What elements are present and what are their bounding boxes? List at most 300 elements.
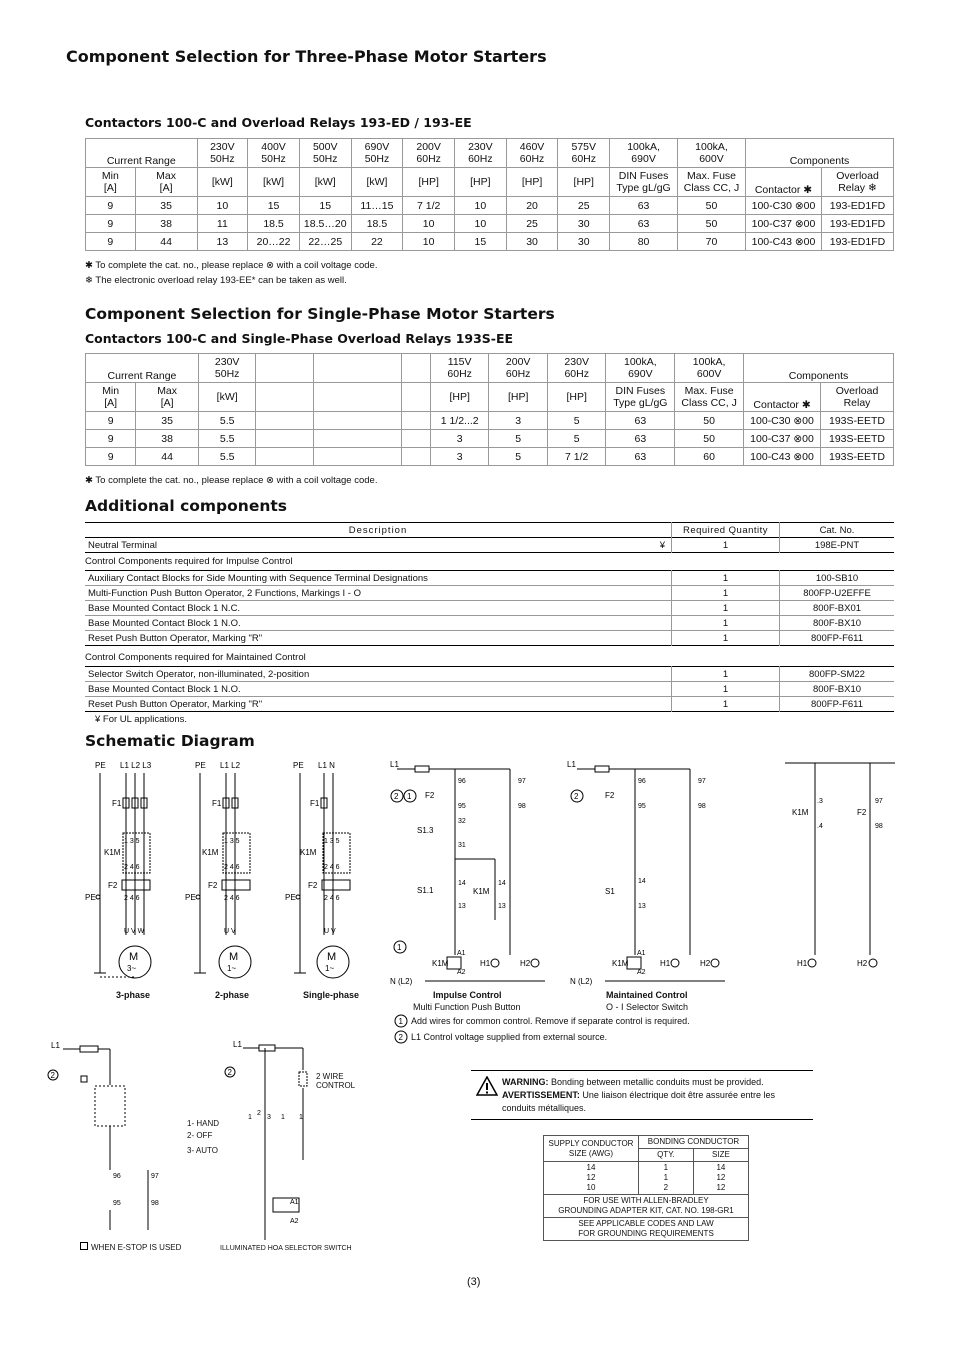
table-cell: 5 (547, 430, 606, 448)
hdr-current-range: Current Range (86, 139, 198, 168)
table-cell: 11 (197, 215, 248, 233)
svg-text:K1M: K1M (473, 887, 490, 896)
svg-text:PE: PE (293, 761, 304, 770)
hdr-cell: DIN Fuses Type gL/gG (610, 168, 678, 197)
svg-text:32: 32 (458, 818, 466, 825)
table-cell: 193S-EETD (821, 430, 894, 448)
table-cell: 50 (675, 412, 744, 430)
single-phase-circuit (285, 761, 350, 978)
col-description: Description (85, 523, 672, 538)
hdr-cell: [kW] (351, 168, 403, 197)
table-cell: 10 (455, 215, 507, 233)
component-desc: Multi-Function Push Button Operator, 2 Functions, Markings I - O (85, 586, 672, 601)
table-cell: 15 (455, 233, 507, 251)
table-cell: 5.5 (198, 430, 255, 448)
additional-title: Additional components (85, 497, 288, 515)
hdr-cell: DIN Fuses Type gL/gG (606, 383, 675, 412)
single-phase-title: Component Selection for Single-Phase Motor Starters (85, 305, 555, 323)
table-cell: 35 (135, 197, 197, 215)
table-cell: 7 1/2 (403, 197, 455, 215)
table-cell: 100-C37 ⊗00 (744, 430, 821, 448)
single-phase-subtitle: Contactors 100-C and Single-Phase Overload Relays 193S-EE (85, 331, 514, 346)
table-row (86, 197, 894, 215)
svg-text:1: 1 (281, 1114, 285, 1121)
table-cell: 10 (403, 215, 455, 233)
component-qty: 1 (672, 682, 780, 697)
table-cell: 18.5 (248, 215, 300, 233)
hdr-cell (402, 383, 431, 412)
table-cell: 70 (678, 233, 746, 251)
component-qty: 1 (672, 631, 780, 646)
table-cell: 3 (430, 430, 489, 448)
hdr-cell: [HP] (489, 383, 548, 412)
three-phase-circuit (85, 761, 152, 978)
svg-text:K1M: K1M (612, 959, 629, 968)
three-phase-subtitle: Contactors 100-C and Overload Relays 193-ED / 193-EE (85, 115, 472, 130)
hdr-cell: 200V 60Hz (489, 354, 548, 383)
neutral-desc (85, 538, 672, 553)
svg-text:A1: A1 (637, 950, 646, 957)
svg-text:97: 97 (875, 798, 883, 805)
hdr-cell: [HP] (403, 168, 455, 197)
component-desc: Base Mounted Contact Block 1 N.O. (85, 616, 672, 631)
three-phase-note-2: ❄ The electronic overload relay 193-EE* can be taken as well. (85, 275, 347, 286)
svg-text:96: 96 (113, 1173, 121, 1180)
hdr-cell: [HP] (506, 168, 558, 197)
power-circuits-diagram (80, 755, 380, 1005)
table-cell (402, 412, 431, 430)
table-cell: 15 (248, 197, 300, 215)
hdr-cell: Min [A] (86, 383, 136, 412)
svg-text:U V W: U V W (124, 928, 145, 935)
neutral-label: Neutral Terminal (88, 539, 157, 551)
svg-text:L1 L2 L3: L1 L2 L3 (120, 761, 152, 770)
table-cell: 20 (506, 197, 558, 215)
table-cell: 5 (547, 412, 606, 430)
svg-text:97: 97 (151, 1173, 159, 1180)
table-cell: 5 (489, 430, 548, 448)
svg-text:U V: U V (224, 928, 236, 935)
hoa-label: ILLUMINATED HOA SELECTOR SWITCH (220, 1245, 352, 1252)
table-cell: 63 (606, 430, 675, 448)
hdr-cell: [kW] (198, 383, 255, 412)
svg-text:97: 97 (518, 778, 526, 785)
warning-text: WARNING: Bonding between metallic conduits must be provided. AVERTISSEMENT: Une liaison électrique doit être assurée entre les conduits métalliques. (502, 1077, 775, 1113)
hdr-cell: 460V 60Hz (506, 139, 558, 168)
svg-text:2: 2 (227, 1068, 232, 1077)
svg-text:L1: L1 (567, 760, 576, 769)
table-cell: 20…22 (248, 233, 300, 251)
table-cell: 193-ED1FD (821, 233, 893, 251)
svg-text:1: 1 (397, 943, 402, 952)
hdr-cell: [kW] (197, 168, 248, 197)
table-cell: 11…15 (351, 197, 403, 215)
svg-text:98: 98 (518, 803, 526, 810)
list-item (85, 631, 894, 646)
svg-text:N (L2): N (L2) (570, 977, 593, 986)
hdr-cell (313, 383, 401, 412)
table-cell: 18.5 (351, 215, 403, 233)
hdr-cell: 230V 50Hz (198, 354, 255, 383)
list-item (85, 571, 894, 586)
table-cell: 193S-EETD (821, 448, 894, 466)
table-cell: 1 1/2...2 (430, 412, 489, 430)
svg-text:K1M: K1M (202, 848, 219, 857)
svg-text:1: 1 (398, 1017, 403, 1026)
hdr-cell: 690V 50Hz (351, 139, 403, 168)
table-cell (256, 448, 313, 466)
svg-text:L1: L1 (51, 1041, 60, 1050)
hdr-cell: 400V 50Hz (248, 139, 300, 168)
table-row (86, 233, 894, 251)
component-qty: 1 (672, 697, 780, 712)
svg-text:95: 95 (458, 803, 466, 810)
label-maintained-sub: O - I Selector Switch (606, 1002, 689, 1012)
table-cell (313, 430, 401, 448)
component-cat: 100-SB10 (815, 572, 859, 584)
table-cell: 193-ED1FD (821, 215, 893, 233)
component-cat: 800F-BX10 (812, 683, 862, 695)
hdr-cell: 100kA, 600V (675, 354, 744, 383)
table-cell: 9 (86, 430, 136, 448)
svg-text:14: 14 (638, 878, 646, 885)
estop-marker-icon (80, 1242, 88, 1250)
table-cell: 100-C37 ⊗00 (745, 215, 821, 233)
single-phase-table (85, 353, 894, 466)
hdr-cell: 200V 60Hz (403, 139, 455, 168)
table-cell: 63 (606, 448, 675, 466)
three-phase-table (85, 138, 894, 251)
table-cell: 9 (86, 215, 136, 233)
table-cell: 63 (606, 412, 675, 430)
table-cell: 50 (675, 430, 744, 448)
col-quantity: Required Quantity (672, 523, 780, 538)
page-number: (3) (467, 1276, 481, 1288)
component-desc: Base Mounted Contact Block 1 N.O. (85, 682, 672, 697)
svg-text:.3: .3 (817, 798, 823, 805)
two-phase-circuit (185, 761, 251, 978)
svg-text:97: 97 (698, 778, 706, 785)
svg-text:PE: PE (195, 761, 206, 770)
hdr-cell: [HP] (547, 383, 606, 412)
warning-icon (476, 1076, 498, 1096)
table-cell: 44 (135, 233, 197, 251)
svg-text:96: 96 (458, 778, 466, 785)
single-phase-note: ✱ To complete the cat. no., please replace ⊗ with a coil voltage code. (85, 475, 378, 486)
hoa-off: 2- OFF (187, 1131, 213, 1140)
svg-text:1 3 5: 1 3 5 (124, 838, 140, 845)
svg-text:H2: H2 (520, 959, 531, 968)
table-cell: 25 (506, 215, 558, 233)
component-cat: 800FP-U2EFFE (803, 587, 871, 599)
svg-text:L1: L1 (390, 760, 399, 769)
table-cell: 100-C43 ⊗00 (744, 448, 821, 466)
svg-text:2 4 6: 2 4 6 (124, 895, 140, 902)
svg-text:98: 98 (875, 823, 883, 830)
label-2-phase: 2-phase (215, 990, 250, 1000)
hdr-cell (256, 354, 313, 383)
svg-text:3: 3 (267, 1114, 271, 1121)
table-cell: 80 (610, 233, 678, 251)
table-cell: 60 (675, 448, 744, 466)
svg-text:2 4 6: 2 4 6 (224, 895, 240, 902)
table-cell: 10 (403, 233, 455, 251)
hdr-cell: Max [A] (136, 383, 199, 412)
svg-text:F2: F2 (208, 881, 218, 890)
hdr-cell (402, 354, 431, 383)
svg-text:F2: F2 (308, 881, 318, 890)
component-desc: Base Mounted Contact Block 1 N.C. (85, 601, 672, 616)
hdr-cell (256, 383, 313, 412)
schematic-title: Schematic Diagram (85, 732, 255, 750)
codes-note: SEE APPLICABLE CODES AND LAW FOR GROUNDING REQUIREMENTS (544, 1218, 749, 1241)
svg-text:95: 95 (638, 803, 646, 810)
hdr-cell: [kW] (299, 168, 351, 197)
hdr-cell: 230V 60Hz (547, 354, 606, 383)
table-cell (256, 412, 313, 430)
svg-text:.4: .4 (817, 823, 823, 830)
table-cell: 100-C43 ⊗00 (745, 233, 821, 251)
control-circuits-diagram (385, 755, 900, 990)
component-desc: Reset Push Button Operator, Marking "R" (85, 697, 672, 712)
hdr-cell: 100kA, 600V (678, 139, 746, 168)
svg-text:1: 1 (248, 1114, 252, 1121)
table-cell: 50 (678, 197, 746, 215)
hdr-cell: 230V 50Hz (197, 139, 248, 168)
list-item (85, 697, 894, 712)
component-qty: 1 (672, 586, 780, 601)
maintained-heading: Control Components required for Maintained Control (85, 652, 306, 663)
component-qty: 1 (672, 601, 780, 616)
svg-text:L1 L2: L1 L2 (220, 761, 241, 770)
additional-table (85, 522, 894, 712)
table-cell: 9 (86, 448, 136, 466)
list-item (85, 601, 894, 616)
table-cell: 9 (86, 197, 136, 215)
table-row (86, 448, 894, 466)
bonding-table (543, 1135, 749, 1241)
hdr-cell: 230V 60Hz (455, 139, 507, 168)
two-wire-label: 2 WIRE CONTROL (316, 1072, 356, 1090)
hoa-hand: 1- HAND (187, 1119, 220, 1128)
svg-text:1: 1 (407, 792, 412, 801)
svg-text:H1: H1 (660, 959, 671, 968)
table-cell (313, 448, 401, 466)
table-cell (402, 448, 431, 466)
hdr-cell: [HP] (430, 383, 489, 412)
table-row (86, 215, 894, 233)
neutral-cat: 198E-PNT (814, 539, 860, 551)
component-desc: Reset Push Button Operator, Marking "R" (85, 631, 672, 646)
svg-text:F1: F1 (212, 799, 222, 808)
table-cell: 63 (610, 197, 678, 215)
component-cat: 800FP-F611 (810, 632, 864, 644)
svg-text:U V: U V (324, 928, 336, 935)
svg-text:A1: A1 (457, 950, 466, 957)
svg-text:98: 98 (698, 803, 706, 810)
svg-text:M: M (129, 951, 139, 963)
ul-mark: ¥ (659, 539, 665, 551)
svg-text:A2: A2 (290, 1218, 299, 1225)
size-header: SIZE (693, 1149, 748, 1162)
hdr-cell: Contactor ✱ (744, 383, 821, 412)
table-cell: 193S-EETD (821, 412, 894, 430)
table-cell: 22 (351, 233, 403, 251)
table-cell (256, 430, 313, 448)
svg-text:13: 13 (638, 903, 646, 910)
svg-text:2: 2 (50, 1071, 55, 1080)
table-cell (402, 430, 431, 448)
table-cell: 10 (197, 197, 248, 215)
component-qty: 1 (672, 667, 780, 682)
table-cell: 50 (678, 215, 746, 233)
svg-text:2 4 6: 2 4 6 (324, 895, 340, 902)
svg-text:H2: H2 (857, 959, 868, 968)
table-cell: 3 (489, 412, 548, 430)
svg-text:F2: F2 (605, 791, 615, 800)
size-values: 14 12 12 (693, 1162, 748, 1195)
table-cell: 5.5 (198, 412, 255, 430)
table-cell: 18.5…20 (299, 215, 351, 233)
table-cell: 13 (197, 233, 248, 251)
table-cell: 100-C30 ⊗00 (745, 197, 821, 215)
table-cell: 3 (430, 448, 489, 466)
svg-text:L1 N: L1 N (318, 761, 335, 770)
table-row (86, 412, 894, 430)
callout-markers (394, 1014, 410, 1046)
svg-text:K1M: K1M (104, 848, 121, 857)
svg-text:2: 2 (574, 792, 579, 801)
svg-text:14: 14 (498, 880, 506, 887)
impulse-heading: Control Components required for Impulse Control (85, 556, 293, 567)
table-cell: 30 (558, 215, 610, 233)
neutral-qty: 1 (672, 538, 780, 553)
kit-note: FOR USE WITH ALLEN-BRADLEY GROUNDING ADAPTER KIT, CAT. NO. 198-GR1 (544, 1195, 749, 1218)
table-cell: 5 (489, 448, 548, 466)
hdr-cell: 100kA, 690V (610, 139, 678, 168)
svg-text:PE: PE (95, 761, 106, 770)
table-row (86, 430, 894, 448)
label-single-phase: Single-phase (303, 990, 360, 1000)
svg-text:3~: 3~ (127, 964, 137, 973)
label-maintained: Maintained Control (606, 990, 688, 1000)
table-cell: 30 (506, 233, 558, 251)
page-title: Component Selection for Three-Phase Motor Starters (66, 47, 547, 66)
list-item (85, 682, 894, 697)
svg-text:F1: F1 (112, 799, 122, 808)
svg-text:1~: 1~ (227, 964, 237, 973)
svg-text:K1M: K1M (432, 959, 449, 968)
svg-text:F2: F2 (857, 808, 867, 817)
callout-note-1: Add wires for common control. Remove if separate control is required. (411, 1016, 690, 1026)
svg-text:S1.1: S1.1 (417, 886, 434, 895)
svg-text:L1: L1 (233, 1040, 242, 1049)
hdr-cell: Overload Relay (821, 383, 894, 412)
table-cell (313, 412, 401, 430)
svg-text:S1: S1 (605, 887, 615, 896)
component-desc: Selector Switch Operator, non-illuminated, 2-position (85, 667, 672, 682)
list-item (85, 586, 894, 601)
table-cell: 44 (136, 448, 199, 466)
callout-note-2: L1 Control voltage supplied from external source. (411, 1032, 608, 1042)
table-cell: 5.5 (198, 448, 255, 466)
bonding-header: BONDING CONDUCTOR (639, 1136, 749, 1149)
component-desc: Auxiliary Contact Blocks for Side Mounting with Sequence Terminal Designations (85, 571, 672, 586)
impulse-control-circuit (390, 760, 545, 986)
component-cat: 800F-BX10 (812, 617, 862, 629)
svg-text:1 3 5: 1 3 5 (324, 838, 340, 845)
svg-text:A2: A2 (637, 969, 646, 976)
svg-text:N (L2): N (L2) (390, 977, 413, 986)
qty-header: QTY. (639, 1149, 694, 1162)
table-cell: 38 (136, 430, 199, 448)
table-cell: 35 (136, 412, 199, 430)
svg-text:S1.3: S1.3 (417, 826, 434, 835)
impulse-table (85, 570, 894, 646)
svg-text:PE: PE (285, 893, 296, 902)
hdr-components: Components (744, 354, 894, 383)
ul-footnote: ¥ For UL applications. (95, 714, 188, 725)
table-cell: 193-ED1FD (821, 197, 893, 215)
svg-text:H1: H1 (797, 959, 808, 968)
supply-header: SUPPLY CONDUCTOR SIZE (AWG) (544, 1136, 639, 1162)
hdr-cell: 115V 60Hz (430, 354, 489, 383)
svg-text:98: 98 (151, 1200, 159, 1207)
component-qty: 1 (672, 616, 780, 631)
col-catno: Cat. No. (819, 524, 855, 536)
component-cat: 800F-BX01 (812, 602, 862, 614)
supply-values: 14 12 10 (544, 1162, 639, 1195)
hdr-cell: 100kA, 690V (606, 354, 675, 383)
svg-text:2 4 6: 2 4 6 (224, 864, 240, 871)
hdr-cell: 500V 50Hz (299, 139, 351, 168)
auxiliary-circuit (785, 763, 895, 968)
qty-values: 1 1 2 (639, 1162, 694, 1195)
svg-text:F1: F1 (310, 799, 320, 808)
svg-text:F2: F2 (108, 881, 118, 890)
hdr-cell (313, 354, 401, 383)
svg-text:96: 96 (638, 778, 646, 785)
table-cell: 63 (610, 215, 678, 233)
table-cell: 7 1/2 (547, 448, 606, 466)
hdr-cell: Contactor ✱ (745, 168, 821, 197)
svg-text:1: 1 (299, 1114, 303, 1121)
svg-text:13: 13 (498, 903, 506, 910)
svg-text:K1M: K1M (792, 808, 809, 817)
hdr-cell: Overload Relay ❄ (821, 168, 893, 197)
svg-text:2: 2 (257, 1110, 261, 1117)
svg-text:M: M (229, 951, 239, 963)
svg-text:A1: A1 (290, 1199, 299, 1206)
label-3-phase: 3-phase (116, 990, 151, 1000)
hdr-cell: Max. Fuse Class CC, J (675, 383, 744, 412)
component-qty: 1 (672, 571, 780, 586)
svg-text:2: 2 (394, 792, 399, 801)
table-cell: 15 (299, 197, 351, 215)
table-cell: 25 (558, 197, 610, 215)
hdr-cell: 575V 60Hz (558, 139, 610, 168)
svg-text:2: 2 (398, 1033, 403, 1042)
maintained-control-circuit (567, 760, 725, 986)
svg-text:A2: A2 (457, 969, 466, 976)
svg-text:13: 13 (458, 903, 466, 910)
svg-text:M: M (327, 951, 337, 963)
three-phase-note-1: ✱ To complete the cat. no., please replace ⊗ with a coil voltage code. (85, 260, 378, 271)
svg-text:31: 31 (458, 842, 466, 849)
warning-box (471, 1070, 813, 1120)
hdr-cell: Max [A] (135, 168, 197, 197)
hdr-cell: Min [A] (86, 168, 136, 197)
